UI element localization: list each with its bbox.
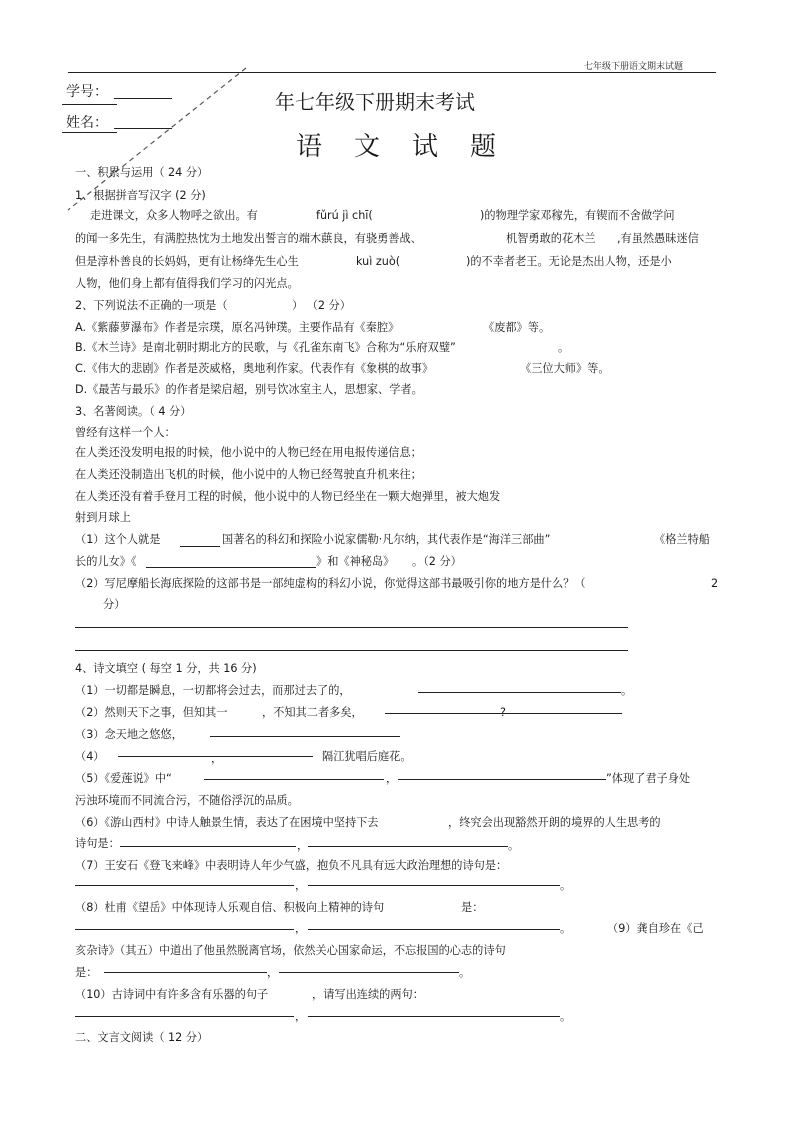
- q3-sub1: （1）这个人就是: [75, 533, 161, 546]
- option-c: C.《伟大的悲剧》作者是茨威格，奥地利作家。代表作有《象棋的故事》: [75, 362, 434, 375]
- option-c: 《三位大师》等。: [520, 362, 610, 375]
- pinyin: kuì zuò(: [356, 255, 401, 268]
- blank[interactable]: [308, 929, 560, 930]
- q4-item: 。: [560, 922, 572, 935]
- q4-item: ，: [295, 879, 307, 892]
- q4-item: （10）古诗词中有许多含有乐器的句子: [75, 988, 269, 1001]
- option-a: A.《紫藤萝瀑布》作者是宗璞，原名冯钟璞。主要作品有《秦腔》: [75, 321, 400, 334]
- q3-sub1: 《格兰特船: [654, 533, 710, 546]
- q1-text: 但是淳朴善良的长妈妈，更有让杨绛先生心生: [75, 255, 299, 268]
- student-name-label: 姓名：: [66, 115, 108, 131]
- blank[interactable]: [180, 546, 220, 547]
- q4-item: （8）杜甫《望岳》中体现诗人乐观自信、积极向上精神的诗句: [75, 901, 385, 914]
- q3-sub1: 》和《神秘岛》: [316, 555, 395, 568]
- blank[interactable]: [279, 972, 459, 973]
- blank[interactable]: [75, 885, 294, 886]
- q3-passage: 射到月球上: [75, 511, 131, 524]
- q1-text: )的不幸者老王。无论是杰出人物，还是小: [466, 255, 672, 268]
- q1-text: )的物理学家邓稼先，有锲而不舍做学问: [480, 209, 675, 222]
- q4-item: 隔江犹唱后庭花。: [322, 750, 412, 763]
- q3-sub1: 国著名的科幻和探险小说家儒勒·凡尔纳，其代表作是“海洋三部曲”: [222, 533, 551, 546]
- q2-title: ） （2 分）: [292, 299, 351, 312]
- q1-title: 1、根据拼音写汉字 (2 分): [75, 189, 206, 202]
- q4-title: 4、诗文填空 ( 每空 1 分，共 16 分): [75, 662, 257, 675]
- q2-title: 2、下列说法不正确的一项是（: [75, 299, 228, 312]
- q4-item: ，: [267, 966, 279, 979]
- q1-text: 的闻一多先生，有满腔热忱为土地发出誓言的端木蕻良，有骁勇善战、: [75, 232, 422, 245]
- q4-item: 亥杂诗》（其五）中道出了他虽然脱离官场，依然关心国家命运，不忘报国的心志的诗句: [75, 944, 506, 957]
- q4-item: 。: [459, 966, 471, 979]
- q4-item: ，终究会出现豁然开朗的境界的人生思考的: [448, 816, 661, 829]
- q1-text: 人物，他们身上都有值得我们学习的闪光点。: [75, 277, 299, 290]
- q3-sub2: （2）写尼摩船长海底探险的这部书是一部纯虚构的科幻小说，你觉得这部书最吸引你的地方是什么？（: [75, 577, 586, 590]
- q4-item: （2）然则天下之事，但知其一: [75, 706, 228, 719]
- q4-item: 。: [560, 879, 572, 892]
- blank[interactable]: [146, 567, 316, 568]
- option-d: D.《最苦与最乐》的作者是梁启超，别号饮冰室主人，思想家、学者。: [75, 383, 423, 396]
- blank[interactable]: [210, 736, 400, 737]
- q4-item: ，: [295, 922, 307, 935]
- blank[interactable]: [104, 972, 267, 973]
- q1-text: 机智勇敢的花木兰: [506, 232, 596, 245]
- q1-text: ,有虽然愚昧迷信: [617, 232, 699, 245]
- q4-item: ，: [211, 752, 223, 765]
- option-b: 。: [558, 341, 570, 354]
- answer-line[interactable]: [75, 627, 628, 628]
- q4-item: 。: [621, 684, 633, 697]
- q3-sub1: 长的儿女》《: [75, 555, 137, 568]
- blank[interactable]: [418, 692, 621, 693]
- q4-item: ”体现了君子身处: [606, 772, 691, 785]
- exam-title: 年七年级下册期末考试: [275, 90, 475, 114]
- blank[interactable]: [75, 1016, 294, 1017]
- q3-sub1: 。（2 分）: [412, 555, 462, 568]
- q3-title: 3、名著阅读。（ 4 分）: [75, 405, 192, 418]
- q4-item: 。: [508, 839, 520, 852]
- q3-passage: 在人类还没发明电报的时候，他小说中的人物已经在用电报传递信息；: [75, 446, 422, 459]
- blank[interactable]: [308, 846, 508, 847]
- q3-passage: 在人类还没制造出飞机的时候，他小说中的人物已经驾驶直升机来往；: [75, 468, 422, 481]
- blank[interactable]: [308, 1016, 560, 1017]
- q3-passage: 在人类还没有着手登月工程的时候，他小说中的人物已经坐在一颗大炮弹里，被大炮发: [75, 490, 501, 503]
- q4-item: （7）王安石《登飞来峰》中表明诗人年少气盛，抱负不凡具有远大政治理想的诗句是：: [75, 859, 508, 872]
- blank[interactable]: [398, 779, 606, 780]
- q4-item: 诗句是：: [75, 837, 120, 850]
- option-a: 《废都》等。: [483, 321, 551, 334]
- q3-sub2: 2: [711, 577, 719, 590]
- q3-passage: 曾经有这样一个人：: [75, 426, 176, 439]
- student-id-label: 学号：: [66, 84, 108, 100]
- q4-item: 污浊环境而不同流合污，不随俗浮沉的品质。: [75, 794, 299, 807]
- q4-item: ，不知其二者多矣，: [262, 706, 363, 719]
- blank[interactable]: [75, 929, 294, 930]
- q3-sub2: 分）: [103, 598, 126, 611]
- pinyin: fǔrú jì chī(: [316, 209, 373, 222]
- q1-text: 走进课文，众多人物呼之欲出。有: [90, 209, 258, 222]
- q4-item: 是：: [75, 966, 98, 979]
- q4-item: （3）念天地之悠悠，: [75, 728, 183, 741]
- answer-line[interactable]: [75, 650, 628, 651]
- q4-item: ，请写出连续的两句：: [312, 988, 424, 1001]
- section-1-heading: 一、积累与运用（ 24 分）: [75, 166, 209, 179]
- q4-item: ，: [386, 772, 398, 785]
- q4-item: 是：: [461, 901, 484, 914]
- q4-item: ，: [295, 1010, 307, 1023]
- q4-item: （5）《爱莲说》中“: [75, 772, 172, 785]
- option-b: B.《木兰诗》是南北朝时期北方的民歌，与《孔雀东南飞》合称为“乐府双璧”: [75, 341, 456, 354]
- subject-title: 语文试题: [296, 132, 529, 162]
- q4-item: （4）: [75, 750, 105, 763]
- blank[interactable]: [308, 885, 560, 886]
- q4-item: ?: [500, 706, 506, 719]
- q4-item: （6）《游山西村》中诗人触景生情，表达了在困境中坚持下去: [75, 816, 379, 829]
- blank[interactable]: [120, 846, 296, 847]
- q4-item: （1）一切都是瞬息，一切都将会过去，而那过去了的，: [75, 684, 351, 697]
- running-header: 七年级下册语文期末试题: [584, 62, 684, 72]
- q4-item: （9）龚自珍在《己: [607, 922, 704, 935]
- blank[interactable]: [204, 779, 384, 780]
- q4-item: ，: [297, 839, 309, 852]
- q4-item: 。: [560, 1010, 572, 1023]
- section-2-heading: 二、文言文阅读（ 12 分）: [75, 1031, 209, 1044]
